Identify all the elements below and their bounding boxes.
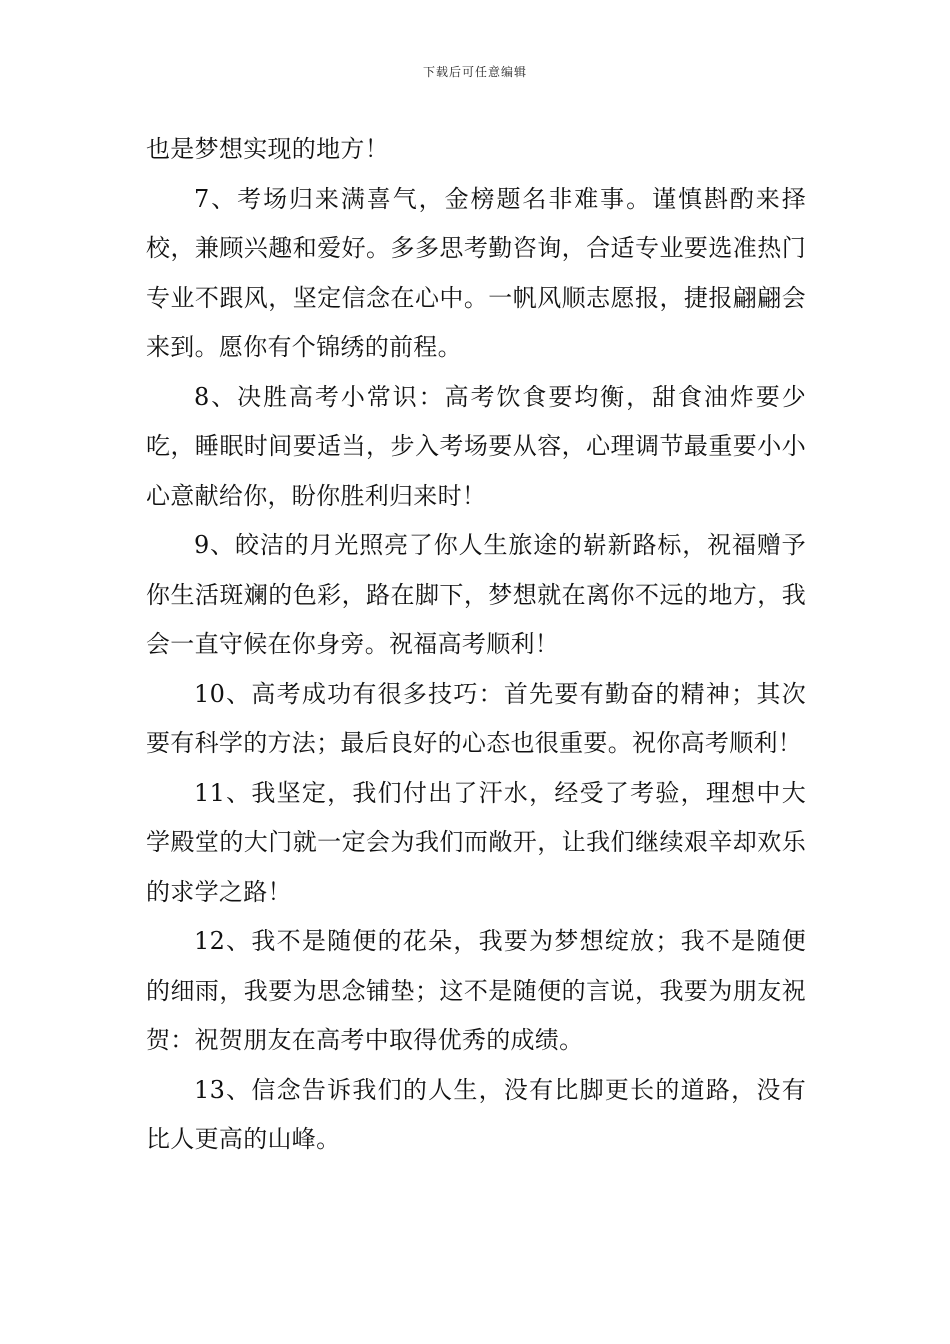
paragraph-8: 8、决胜高考小常识：高考饮食要均衡，甜食油炸要少吃，睡眠时间要适当，步入考场要从容，心理调节最重要小小心意献给你，盼你胜利归来时！: [146, 382, 806, 510]
document-body: [146, 125, 806, 1165]
paragraph-10: 10、高考成功有很多技巧：首先要有勤奋的精神；其次要有科学的方法；最后良好的心态也很重要。祝你高考顺利！: [146, 679, 806, 757]
page-header: 下载后可任意编辑: [422, 65, 527, 79]
paragraph-13: 13、信念告诉我们的人生，没有比脚更长的道路，没有比人更高的山峰。: [146, 1075, 806, 1153]
paragraph-9: 9、皎洁的月光照亮了你人生旅途的崭新路标，祝福赠予你生活斑斓的色彩，路在脚下，梦想就在离你不远的地方，我会一直守候在你身旁。祝福高考顺利！: [146, 531, 806, 658]
paragraph-7: 7、考场归来满喜气，金榜题名非难事。谨慎斟酌来择校，兼顾兴趣和爱好。多多思考勤咨询，合适专业要选准热门专业不跟风，坚定信念在心中。一帆风顺志愿报，捷报翩翩会来到。愿你有个锦绣的前程。: [146, 184, 806, 361]
paragraph-12: 12、我不是随便的花朵，我要为梦想绽放；我不是随便的细雨，我要为思念铺垫；这不是随便的言说，我要为朋友祝贺：祝贺朋友在高考中取得优秀的成绩。: [146, 927, 806, 1054]
paragraph-11: 11、我坚定，我们付出了汗水，经受了考验，理想中大学殿堂的大门就一定会为我们而敞开，让我们继续艰辛却欢乐的求学之路！: [146, 778, 806, 906]
paragraph-continuation: 也是梦想实现的地方！: [146, 135, 389, 163]
